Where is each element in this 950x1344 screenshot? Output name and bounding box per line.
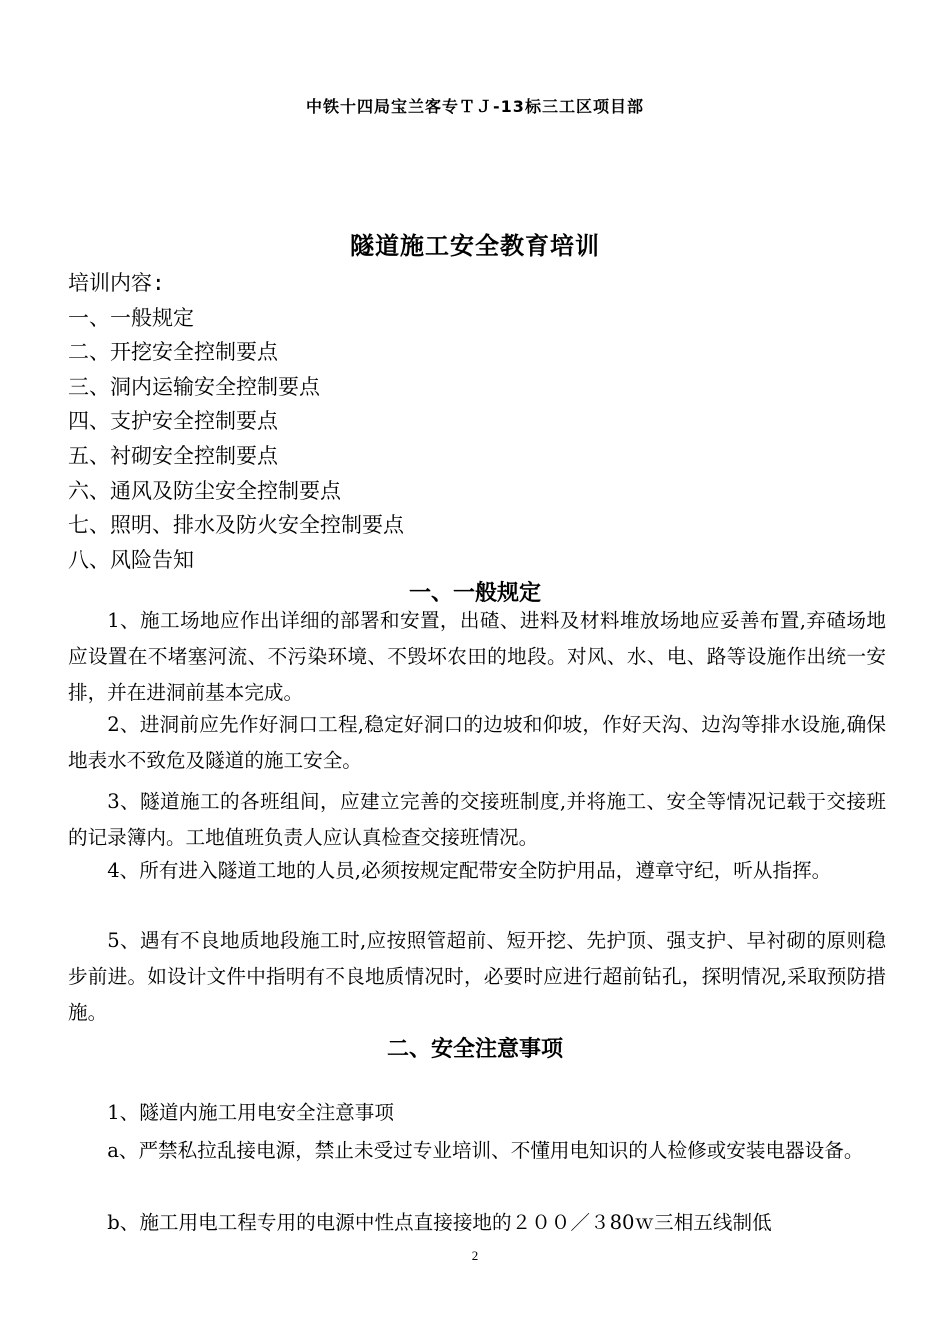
toc-label: 培训内容: bbox=[68, 271, 165, 295]
toc-item: 七、照明、排水及防火安全控制要点 bbox=[68, 513, 404, 538]
toc-item: 三、洞内运输安全控制要点 bbox=[68, 374, 320, 399]
paragraph-rule-5: 5、遇有不良地质地段施工时,应按照管超前、短开挖、先护顶、强支护、早衬砌的原则稳步前进。如设计文件中指明有不良地质情况时，必要时应进行超前钻孔，探明情况,采取预防措施。 bbox=[68, 929, 886, 1024]
document-title: 隧道施工安全教育培训 bbox=[350, 231, 600, 260]
paragraph-electricity-a: a、严禁私拉乱接电源，禁止未受过专业培训、不懂用电知识的人检修或安装电器设备。 bbox=[107, 1139, 864, 1162]
table-of-contents bbox=[68, 266, 888, 577]
paragraph-electricity-b: b、施工用电工程专用的电源中性点直接接地的２００／３80ｗ三相五线制低 bbox=[107, 1211, 772, 1234]
paragraph-rule-4: 4、所有进入隧道工地的人员,必须按规定配带安全防护用品，遵章守纪，听从指挥。 bbox=[107, 859, 832, 882]
page-number: 2 bbox=[471, 1248, 479, 1263]
toc-item: 四、支护安全控制要点 bbox=[68, 409, 278, 434]
toc-item: 八、风险告知 bbox=[68, 547, 194, 572]
paragraph-rule-1: 1、施工场地应作出详细的部署和安置，出碴、进料及材料堆放场地应妥善布置,弃碴场地应设置在不堵塞河流、不污染环境、不毁坏农田的地段。对风、水、电、路等设施作出统一安排，并在进洞前基本完成。 bbox=[68, 609, 886, 704]
paragraph-rule-2: 2、进洞前应先作好洞口工程,稳定好洞口的边坡和仰坡，作好天沟、边沟等排水设施,确保地表水不致危及隧道的施工安全。 bbox=[68, 713, 886, 772]
section-heading-general-rules: 一、一般规定 bbox=[408, 581, 541, 606]
paragraph-rule-3: 3、隧道施工的各班组间，应建立完善的交接班制度,并将施工、安全等情况记载于交接班的记录簿内。工地值班负责人应认真检查交接班情况。 bbox=[68, 790, 886, 849]
toc-item: 一、一般规定 bbox=[68, 305, 194, 330]
paragraph-electricity-title: 1、隧道内施工用电安全注意事项 bbox=[107, 1101, 394, 1124]
section-heading-safety-notes: 二、安全注意事项 bbox=[386, 1037, 563, 1062]
toc-item: 五、衬砌安全控制要点 bbox=[68, 443, 278, 468]
document-header: 中铁十四局宝兰客专ＴＪ-13标三工区项目部 bbox=[306, 97, 644, 116]
toc-item: 六、通风及防尘安全控制要点 bbox=[68, 478, 341, 503]
toc-item: 二、开挖安全控制要点 bbox=[68, 340, 278, 365]
